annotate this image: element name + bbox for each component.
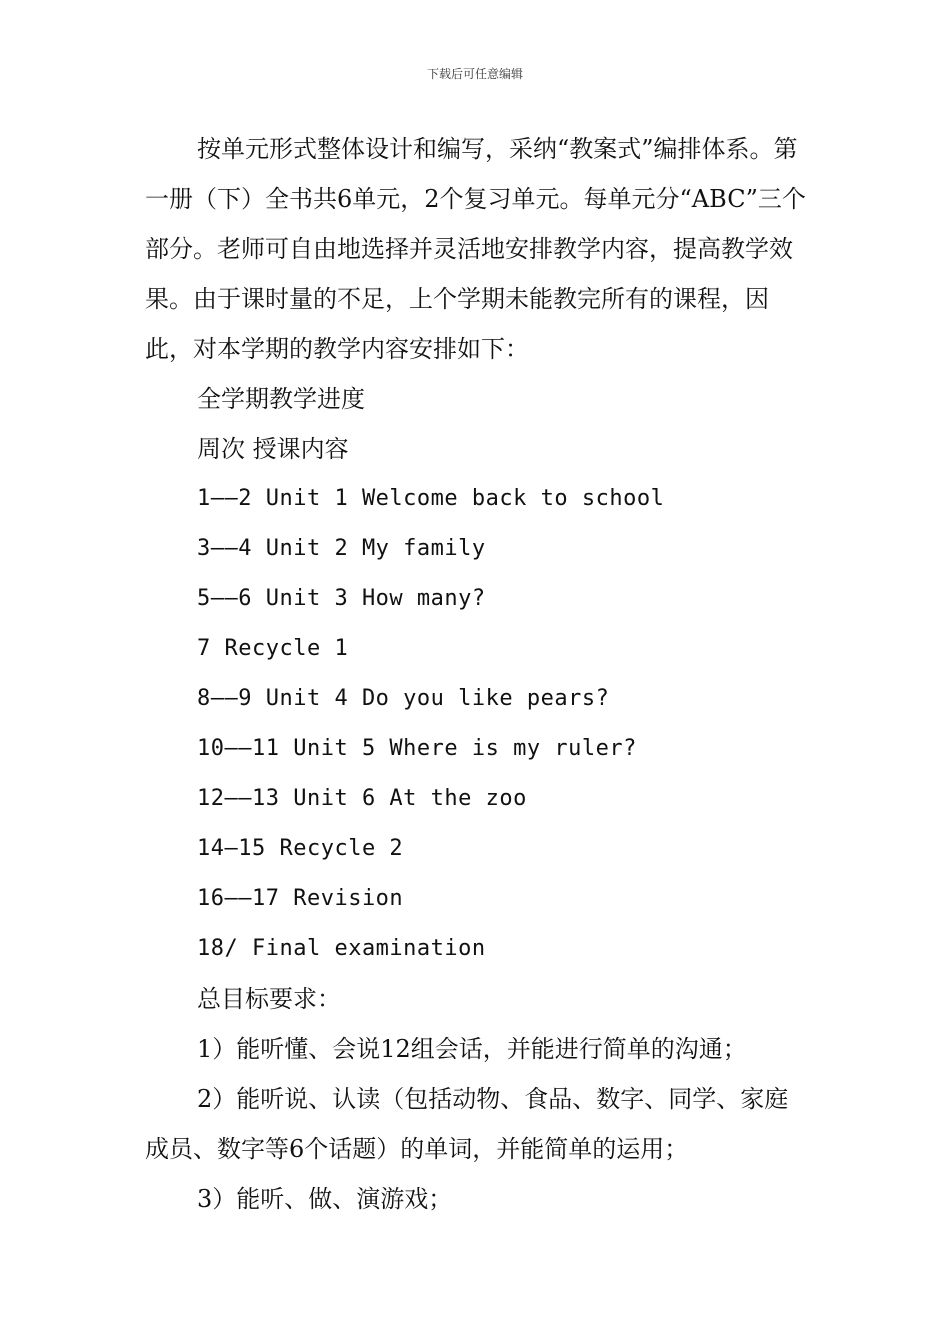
schedule-row: 16——17 Revision xyxy=(197,886,404,911)
schedule-header: 周次 授课内容 xyxy=(197,435,349,463)
schedule-row: 18/ Final examination xyxy=(197,936,486,961)
goal-item: 2）能听说、认读（包括动物、食品、数字、同学、家庭成员、数字等6个话题）的单词，并能简单的运用； xyxy=(145,1085,789,1163)
document-body xyxy=(145,124,809,1224)
schedule-row: 8——9 Unit 4 Do you like pears? xyxy=(197,686,610,711)
schedule-row: 3——4 Unit 2 My family xyxy=(197,536,486,561)
schedule-row: 10——11 Unit 5 Where is my ruler? xyxy=(197,736,637,761)
schedule-title: 全学期教学进度 xyxy=(197,385,365,413)
intro-paragraph: 按单元形式整体设计和编写，采纳“教案式”编排体系。第一册（下）全书共6单元，2个复习单元。每单元分“ABC”三个部分。老师可自由地选择并灵活地安排教学内容，提高教学效果。由于课时量的不足，上个学期未能教完所有的课程，因此，对本学期的教学内容安排如下： xyxy=(145,135,806,363)
goal-item: 1）能听懂、会说12组会话，并能进行简单的沟通； xyxy=(197,1035,747,1063)
goals-title: 总目标要求： xyxy=(197,985,341,1013)
schedule-row: 12——13 Unit 6 At the zoo xyxy=(197,786,527,811)
goal-item: 3）能听、做、演游戏； xyxy=(197,1185,453,1213)
schedule-row: 1——2 Unit 1 Welcome back to school xyxy=(197,486,665,511)
schedule-row: 5——6 Unit 3 How many? xyxy=(197,586,486,611)
schedule-row: 14—15 Recycle 2 xyxy=(197,836,404,861)
page-header: 下载后可任意编辑 xyxy=(426,67,523,81)
schedule-row: 7 Recycle 1 xyxy=(197,636,349,661)
